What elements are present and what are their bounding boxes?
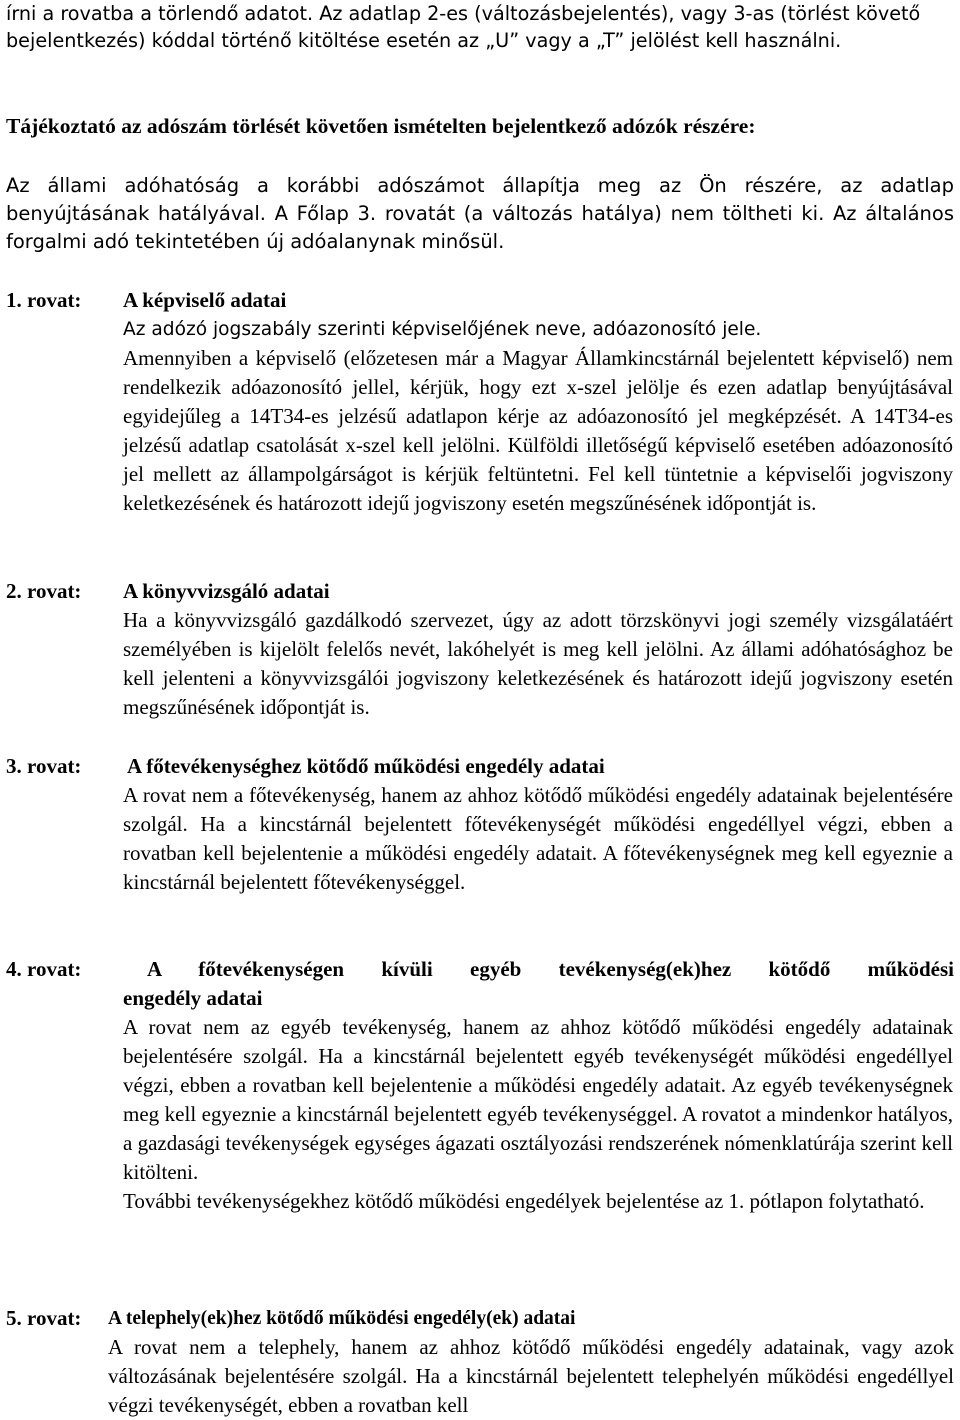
notice-paragraph: Az állami adóhatóság a korábbi adószámot állapítja meg az Ön részére, az adatlap benyújtásának hatályával. A Főlap 3. rovatát (a változás hatálya) nem töltheti ki. Az általános forgalmi adó tekintetében új adóalanynak minősül.: [6, 174, 954, 253]
section-4-title-line-1: A főtevékenységen kívüli egyéb tevékenység(ek)hez kötődő működési: [147, 957, 954, 981]
notice-heading: Tájékoztató az adószám törlését követően ismételten bejelentkező adózók részére:: [6, 114, 756, 138]
section-2: [6, 577, 954, 722]
section-1-subtitle: Az adózó jogszabály szerinti képviselőjének neve, adóazonosító jele.: [123, 319, 762, 340]
section-2-title: A könyvvizsgáló adatai: [123, 579, 330, 603]
section-4-label: 4. rovat:: [6, 957, 82, 981]
section-2-label: 2. rovat:: [6, 579, 82, 603]
section-4-title-line-2: engedély adatai: [123, 986, 263, 1010]
section-3-title: A főtevékenységhez kötődő működési engedély adatai: [127, 754, 605, 778]
section-4-text-2: További tevékenységekhez kötődő működési engedélyek bejelentése az 1. pótlapon folytatható.: [123, 1189, 925, 1213]
section-4-text: A rovat nem az egyéb tevékenység, hanem az ahhoz kötődő működési engedély adatainak bejelentésére szolgál. Ha a kincstárnál bejelentett egyéb tevékenységét működési engedéllyel végzi, ebben a rovatban kell bejelentenie a működési engedély adatait. Az egyéb tevékenységnek meg kell egyeznie a kincstárnál bejelentett egyéb tevékenységgel. A rovatot a mindenkor hatályos, a gazdasági tevékenységek egységes ágazati osztályozási rendszerének nómenklatúrája szerint kell kitölteni.: [123, 1015, 953, 1184]
section-3-text: A rovat nem a főtevékenység, hanem az ahhoz kötődő működési engedély adatainak bejelentésére szolgál. Ha a kincstárnál bejelentett főtevékenységét működési engedéllyel végzi, ebben a rovatban kell bejelentenie a működési engedély adatait. A főtevékenységnek meg kell egyeznie a kincstárnál bejelentett főtevékenységgel.: [123, 783, 953, 894]
section-1: [6, 286, 954, 518]
section-5-label: 5. rovat:: [6, 1306, 82, 1330]
section-1-label: 1. rovat:: [6, 288, 82, 312]
intro-line-1: írni a rovatba a törlendő adatot. Az adatlap 2-es (változásbejelentés), vagy 3-as (törlést követő: [6, 2, 921, 25]
intro-line-2: bejelentkezés) kóddal történő kitöltése esetén az „U” vagy a „T” jelölést kell használni.: [6, 29, 842, 52]
section-5: [6, 1304, 954, 1420]
section-1-title: A képviselő adatai: [123, 288, 287, 312]
section-4: [6, 955, 954, 1216]
section-3: [6, 752, 954, 897]
section-5-title: A telephely(ek)hez kötődő működési engedély(ek) adatai: [108, 1308, 576, 1329]
section-2-text: Ha a könyvvizsgáló gazdálkodó szervezet, úgy az adott törzskönyvi jogi személy vizsgálatáért személyében is kijelölt felelős nevét, lakóhelyét is meg kell jelölni. Az állami adóhatósághoz be kell jelenteni a könyvvizsgálói jogviszony keletkezésének és határozott idejű jogviszony esetén megszűnésének időpontját is.: [123, 608, 953, 719]
section-5-text: A rovat nem a telephely, hanem az ahhoz kötődő működési engedély adatainak, vagy azok változásának bejelentésére szolgál. Ha a kincstárnál bejelentett telephelyén működési engedéllyel végzi tevékenységét, ebben a rovatban kell: [108, 1335, 954, 1417]
intro-text: [6, 0, 954, 54]
section-3-label: 3. rovat:: [6, 754, 82, 778]
section-1-text: Amennyiben a képviselő (előzetesen már a Magyar Államkincstárnál bejelentett képviselő) nem rendelkezik adóazonosító jellel, kérjük, hogy ezt x-szel jelölje és ezen adatlap benyújtásával egyidejűleg a 14T34-es jelzésű adatlapon kérje az adóazonosító jel megképzését. A 14T34-es jelzésű adatlap csatolását x-szel kell jelölni. Külföldi illetőségű képviselő esetében adóazonosító jel mellett az állampolgárságot is kérjük feltüntetni. Fel kell tüntetnie a képviselői jogviszony keletkezésének és határozott idejű jogviszony esetén megszűnésének időpontját is.: [123, 346, 953, 515]
